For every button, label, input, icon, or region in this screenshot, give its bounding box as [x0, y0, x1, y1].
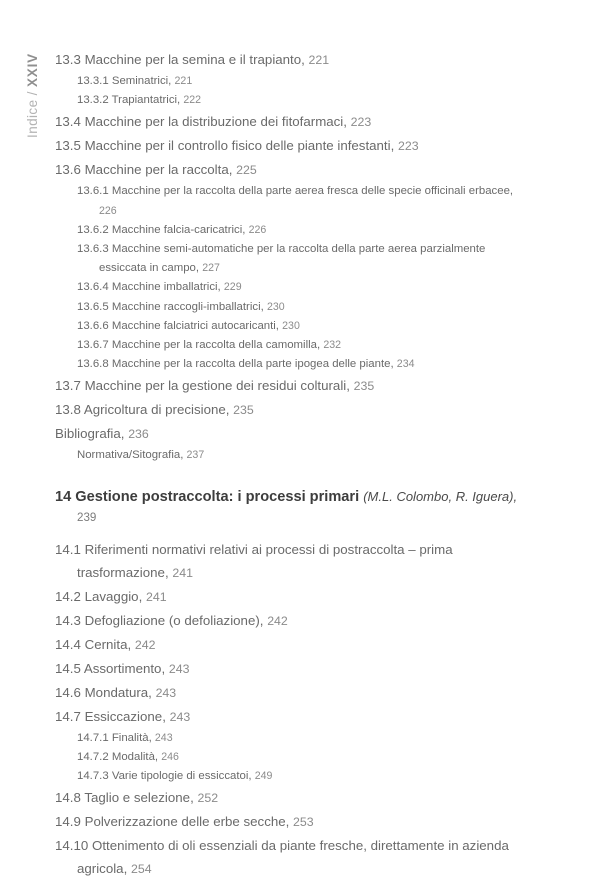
- toc-entry-title: Ottenimento di oli essenziali da piante fresche, direttamente in azienda agricola,: [77, 838, 509, 877]
- toc-entry-page-number: 236: [128, 427, 149, 442]
- toc-entry-page-number: 243: [155, 685, 177, 700]
- toc-entry-page-number: 241: [172, 565, 193, 580]
- running-header-text: [25, 53, 40, 138]
- toc-entry-number: 13.6.2: [77, 223, 109, 236]
- toc-entry-title: Polverizzazione delle erbe secche,: [84, 814, 290, 830]
- toc-entry[interactable]: [55, 767, 533, 786]
- toc-entry[interactable]: [55, 317, 533, 336]
- toc-entry-page-number: 223: [397, 139, 419, 154]
- toc-entry-page-number: 229: [223, 281, 242, 294]
- toc-entry-title: Macchine per il controllo fisico delle piante infestanti,: [84, 138, 395, 154]
- toc-entry-title: Macchine per la raccolta della parte aerea fresca delle specie officinali erbacee,: [111, 185, 514, 198]
- toc-entry-page-number: 226: [99, 204, 117, 217]
- toc-entry[interactable]: [55, 240, 533, 278]
- toc-entry-title: Macchine raccogli-imballatrici,: [111, 300, 264, 313]
- toc-entry-title: Seminatrici,: [111, 75, 172, 87]
- toc-entry-title: Defogliazione (o defoliazione),: [84, 612, 264, 628]
- toc-entry-number: 13.8: [55, 402, 81, 418]
- toc-entry[interactable]: [55, 48, 533, 72]
- toc-entry-title: Macchine per la distribuzione dei fitofarmaci,: [84, 114, 347, 130]
- toc-entry-page-number: 225: [236, 163, 257, 178]
- toc-entry-page-number: 235: [353, 379, 375, 394]
- toc-entry-title: Bibliografia,: [55, 426, 125, 442]
- toc-entry-number: 14.7.3: [77, 770, 109, 783]
- toc-entry-page-number: 234: [396, 358, 415, 371]
- toc-entry-number: 13.6.8: [77, 358, 109, 371]
- toc-entry[interactable]: [55, 810, 533, 834]
- toc-entry-page-number: 230: [282, 319, 300, 332]
- toc-entry[interactable]: [55, 729, 533, 748]
- toc-section-chapter-14: [55, 538, 533, 881]
- toc-entry[interactable]: [55, 585, 533, 609]
- toc-entry-number: 13.6.5: [77, 300, 109, 313]
- toc-entry-page-number: 221: [174, 75, 193, 87]
- toc-entry-title: Macchine per la raccolta,: [84, 162, 233, 178]
- toc-entry[interactable]: [55, 657, 533, 681]
- toc-entry-page-number: 243: [168, 661, 190, 676]
- toc-entry-number: 14.1: [55, 541, 81, 557]
- toc-entry[interactable]: [55, 91, 533, 110]
- running-header-folio: XXIV: [24, 53, 40, 88]
- toc-entry-page-number: 242: [267, 613, 288, 628]
- toc-entry[interactable]: [55, 834, 533, 881]
- toc-entry[interactable]: [55, 355, 533, 374]
- toc-entry-page-number: 226: [248, 223, 267, 236]
- toc-entry-number: 13.6.7: [77, 339, 109, 352]
- table-of-contents: [55, 48, 533, 881]
- toc-entry-title: Assortimento,: [83, 660, 166, 676]
- toc-entry-title: Varie tipologie di essiccatoi,: [111, 770, 252, 783]
- chapter-number: 14: [55, 488, 72, 505]
- toc-entry-number: 14.5: [55, 660, 81, 676]
- toc-entry-page-number: 221: [308, 53, 330, 67]
- toc-entry[interactable]: [55, 681, 533, 705]
- toc-entry[interactable]: [55, 158, 533, 182]
- toc-entry-page-number: 241: [145, 589, 167, 604]
- toc-entry-number: 13.6.6: [77, 319, 109, 332]
- toc-entry[interactable]: [55, 748, 533, 767]
- toc-entry-page-number: 242: [134, 637, 156, 652]
- toc-entry-title: Modalità,: [111, 750, 159, 763]
- toc-section-chapter-13: [55, 48, 533, 466]
- toc-entry-number: 14.7: [55, 708, 81, 724]
- toc-entry-title: Macchine falciatrici autocaricanti,: [111, 319, 279, 332]
- toc-entry[interactable]: [55, 182, 533, 220]
- toc-entry[interactable]: [55, 538, 533, 585]
- toc-entry-number: 14.7.1: [77, 731, 109, 744]
- toc-entry-number: 14.10: [55, 838, 89, 854]
- toc-entry-title: Macchine falcia-caricatrici,: [111, 223, 246, 236]
- toc-entry-number: 14.7.2: [77, 750, 109, 763]
- toc-entry[interactable]: [55, 221, 533, 240]
- toc-entry[interactable]: [55, 786, 533, 810]
- toc-entry-title: Riferimenti normativi relativi ai processi di postraccolta – prima trasformazione,: [77, 541, 453, 580]
- toc-entry[interactable]: [55, 633, 533, 657]
- toc-entry-number: 13.6.4: [77, 281, 109, 294]
- toc-entry[interactable]: [55, 446, 533, 465]
- toc-entry-page-number: 235: [233, 403, 254, 418]
- toc-entry-page-number: 222: [183, 94, 202, 107]
- toc-entry[interactable]: [55, 398, 533, 422]
- toc-entry-page-number: 230: [266, 300, 285, 313]
- toc-entry-number: 13.6.3: [77, 243, 109, 256]
- toc-entry-title: Macchine per la semina e il trapianto,: [84, 52, 305, 67]
- toc-entry-page-number: 243: [169, 709, 191, 724]
- toc-entry-number: 13.5: [55, 138, 81, 154]
- toc-entry-page-number: 232: [323, 339, 341, 352]
- toc-entry-title: Macchine per la raccolta della parte ipogea delle piante,: [111, 358, 394, 371]
- toc-entry-page-number: 246: [161, 750, 179, 763]
- toc-entry[interactable]: [55, 374, 533, 398]
- toc-entry-number: 14.8: [55, 790, 81, 806]
- toc-entry-number: 13.3.2: [77, 94, 109, 107]
- toc-entry-title: Agricoltura di precisione,: [83, 402, 230, 418]
- chapter-heading-14[interactable]: [55, 487, 533, 529]
- toc-entry-page-number: 249: [254, 770, 273, 783]
- toc-entry-title: Macchine per la gestione dei residui colturali,: [84, 378, 350, 394]
- toc-entry-title: Taglio e selezione,: [84, 790, 194, 806]
- toc-entry-title: Trapiantatrici,: [111, 94, 181, 107]
- running-header-label: Indice: [24, 99, 40, 138]
- toc-entry-title: Normativa/Sitografia,: [77, 449, 184, 462]
- toc-entry-title: Macchine per la raccolta della camomilla,: [111, 339, 321, 352]
- toc-entry-page-number: 227: [202, 262, 220, 275]
- toc-entry-number: 14.3: [55, 612, 81, 628]
- toc-entry-title: Cernita,: [84, 636, 132, 652]
- toc-entry-number: 14.9: [55, 814, 81, 830]
- chapter-page-number: 239: [77, 511, 97, 525]
- toc-entry-page-number: 252: [197, 791, 219, 806]
- toc-entry-title: Essiccazione,: [84, 708, 166, 724]
- toc-entry-title: Macchine imballatrici,: [111, 281, 221, 294]
- toc-entry-page-number: 237: [186, 449, 205, 462]
- toc-entry[interactable]: [55, 609, 533, 633]
- toc-entry[interactable]: [55, 705, 533, 729]
- toc-entry[interactable]: [55, 134, 533, 158]
- toc-entry-number: 14.4: [55, 636, 81, 652]
- toc-entry[interactable]: [55, 110, 533, 134]
- running-header-separator: /: [24, 91, 40, 96]
- chapter-title: Gestione postraccolta: i processi primari: [75, 488, 360, 505]
- toc-entry-number: 13.6.1: [77, 185, 109, 198]
- toc-entry-title: Mondatura,: [84, 684, 152, 700]
- toc-entry-title: Macchine semi-automatiche per la raccolta della parte aerea parzialmente essiccata in campo,: [99, 243, 486, 275]
- toc-entry-number: 13.7: [55, 378, 81, 394]
- toc-entry-number: 13.6: [55, 162, 81, 178]
- toc-entry-number: 13.4: [55, 114, 81, 130]
- toc-entry[interactable]: [55, 298, 533, 317]
- toc-entry-page-number: 243: [154, 731, 173, 744]
- toc-entry[interactable]: [55, 278, 533, 297]
- toc-entry-title: Lavaggio,: [84, 588, 143, 604]
- toc-entry[interactable]: [55, 336, 533, 355]
- toc-entry-number: 14.6: [55, 684, 81, 700]
- toc-entry-number: 13.3: [55, 52, 81, 67]
- toc-entry-page-number: 223: [350, 115, 372, 130]
- toc-entry-title: Finalità,: [111, 731, 152, 744]
- chapter-authors: (M.L. Colombo, R. Iguera),: [363, 488, 518, 504]
- toc-entry-number: 14.2: [55, 588, 81, 604]
- toc-entry-page-number: 253: [293, 815, 314, 830]
- toc-entry[interactable]: [55, 422, 533, 446]
- toc-entry-number: 13.3.1: [77, 75, 109, 87]
- toc-entry[interactable]: [55, 72, 533, 91]
- toc-entry-page-number: 254: [130, 862, 152, 877]
